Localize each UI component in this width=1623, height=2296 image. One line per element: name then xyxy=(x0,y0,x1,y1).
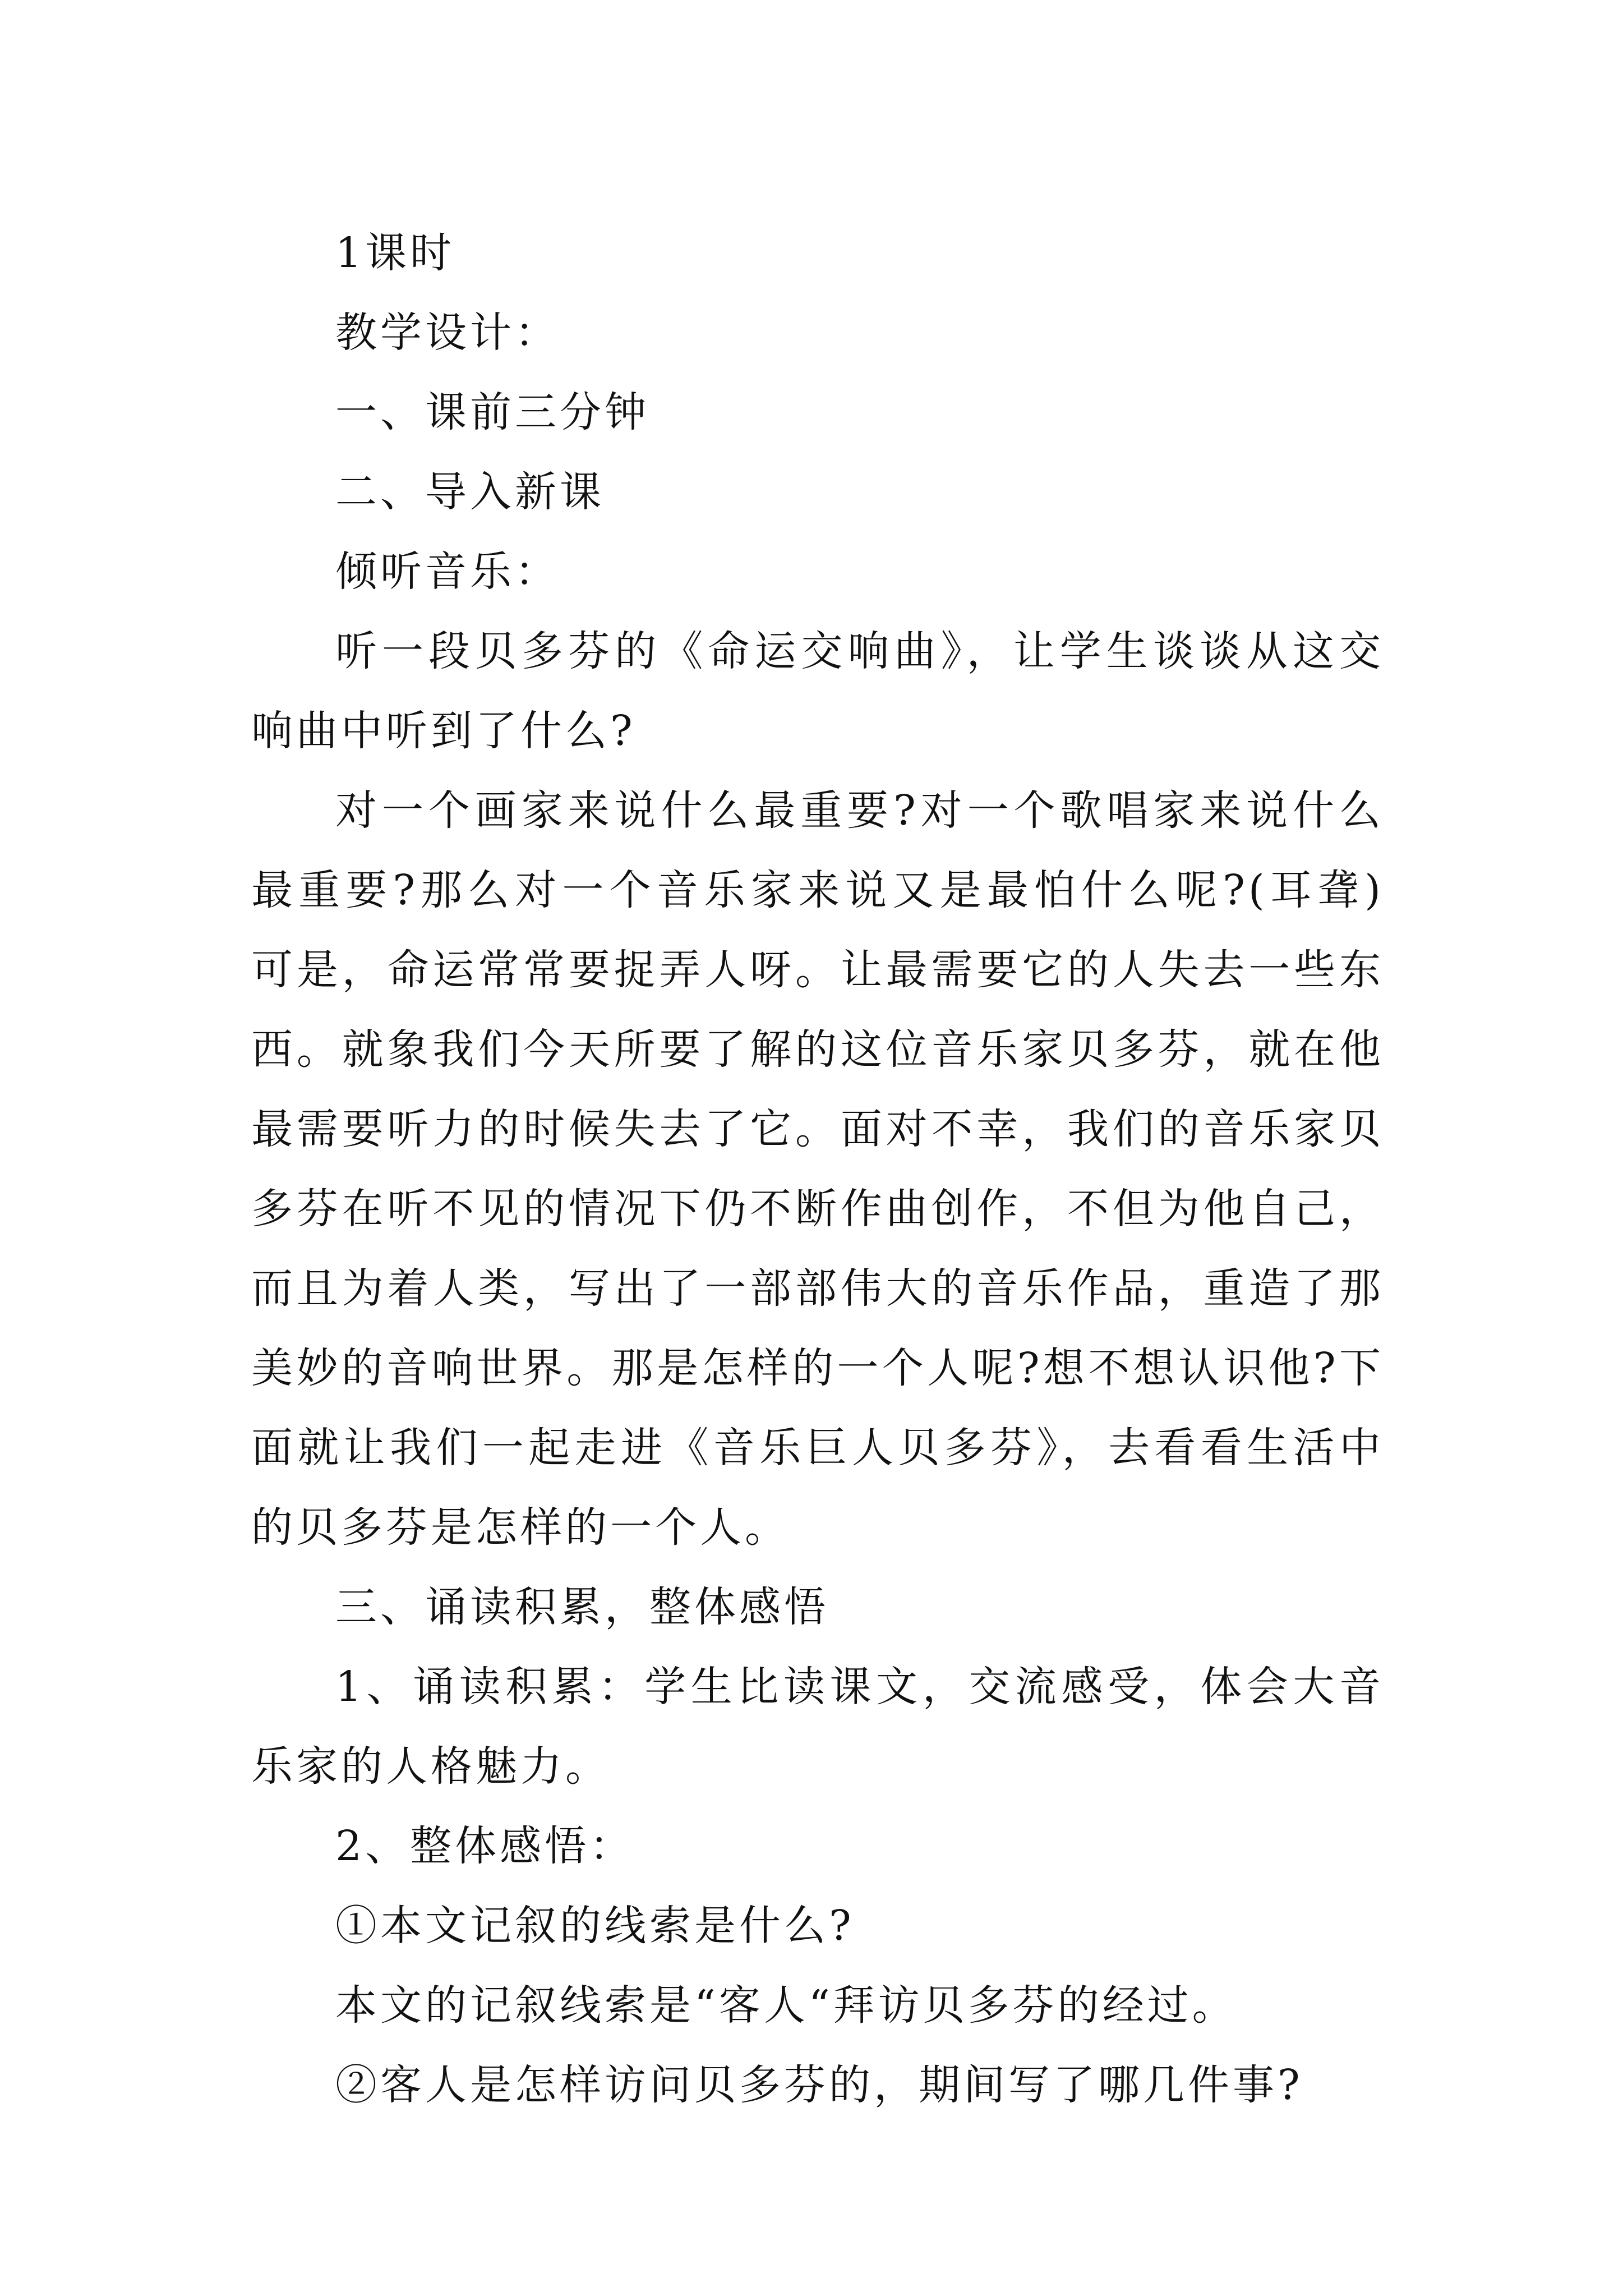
section-3-heading: 三、诵读积累，整体感悟 xyxy=(335,1583,829,1631)
paragraph-introduction: 对一个画家来说什么最重要?对一个歌唱家来说什么最重要?那么对一个音乐家来说又是最怕什么呢?(耳聋) 可是，命运常常要捉弄人呀。让最需要它的人失去一些东西。就象我们今天所要了解的这位音乐家贝多芬，就在他最需要听力的时候失去了它。面对不幸，我们的音乐家贝多芬在听不见的情况下仍不断作曲创作，不但为他自己，而且为着人类，写出了一部部伟大的音乐作品，重造了那美妙的音响世界。那是怎样的一个人呢?想不想认识他?下面就让我们一起走进《音乐巨人贝多芬》，去看看生活中的贝多芬是怎样的一个人。 xyxy=(251,786,1384,1552)
section-1-heading: 一、课前三分钟 xyxy=(335,388,649,436)
item-overall-perception: 2、整体感悟： xyxy=(335,1822,635,1870)
question-2: ②客人是怎样访问贝多芬的，期间写了哪几件事? xyxy=(335,2061,1303,2109)
document-body xyxy=(251,213,1384,2125)
section-2-heading: 二、导入新课 xyxy=(335,468,605,516)
question-1: ①本文记叙的线索是什么? xyxy=(335,1902,855,1950)
lesson-duration: 1课时 xyxy=(335,229,455,277)
answer-1: 本文的记叙线索是“客人“拜访贝多芬的经过。 xyxy=(335,1981,1237,2030)
paragraph-listen-symphony: 听一段贝多芬的《命运交响曲》，让学生谈谈从这交响曲中听到了什么? xyxy=(251,627,1384,755)
listen-music-label: 倾听音乐： xyxy=(335,547,560,596)
teaching-design-heading: 教学设计： xyxy=(335,309,560,357)
paragraph-recitation: 1、诵读积累：学生比读课文，交流感受，体会大音乐家的人格魅力。 xyxy=(251,1663,1384,1791)
